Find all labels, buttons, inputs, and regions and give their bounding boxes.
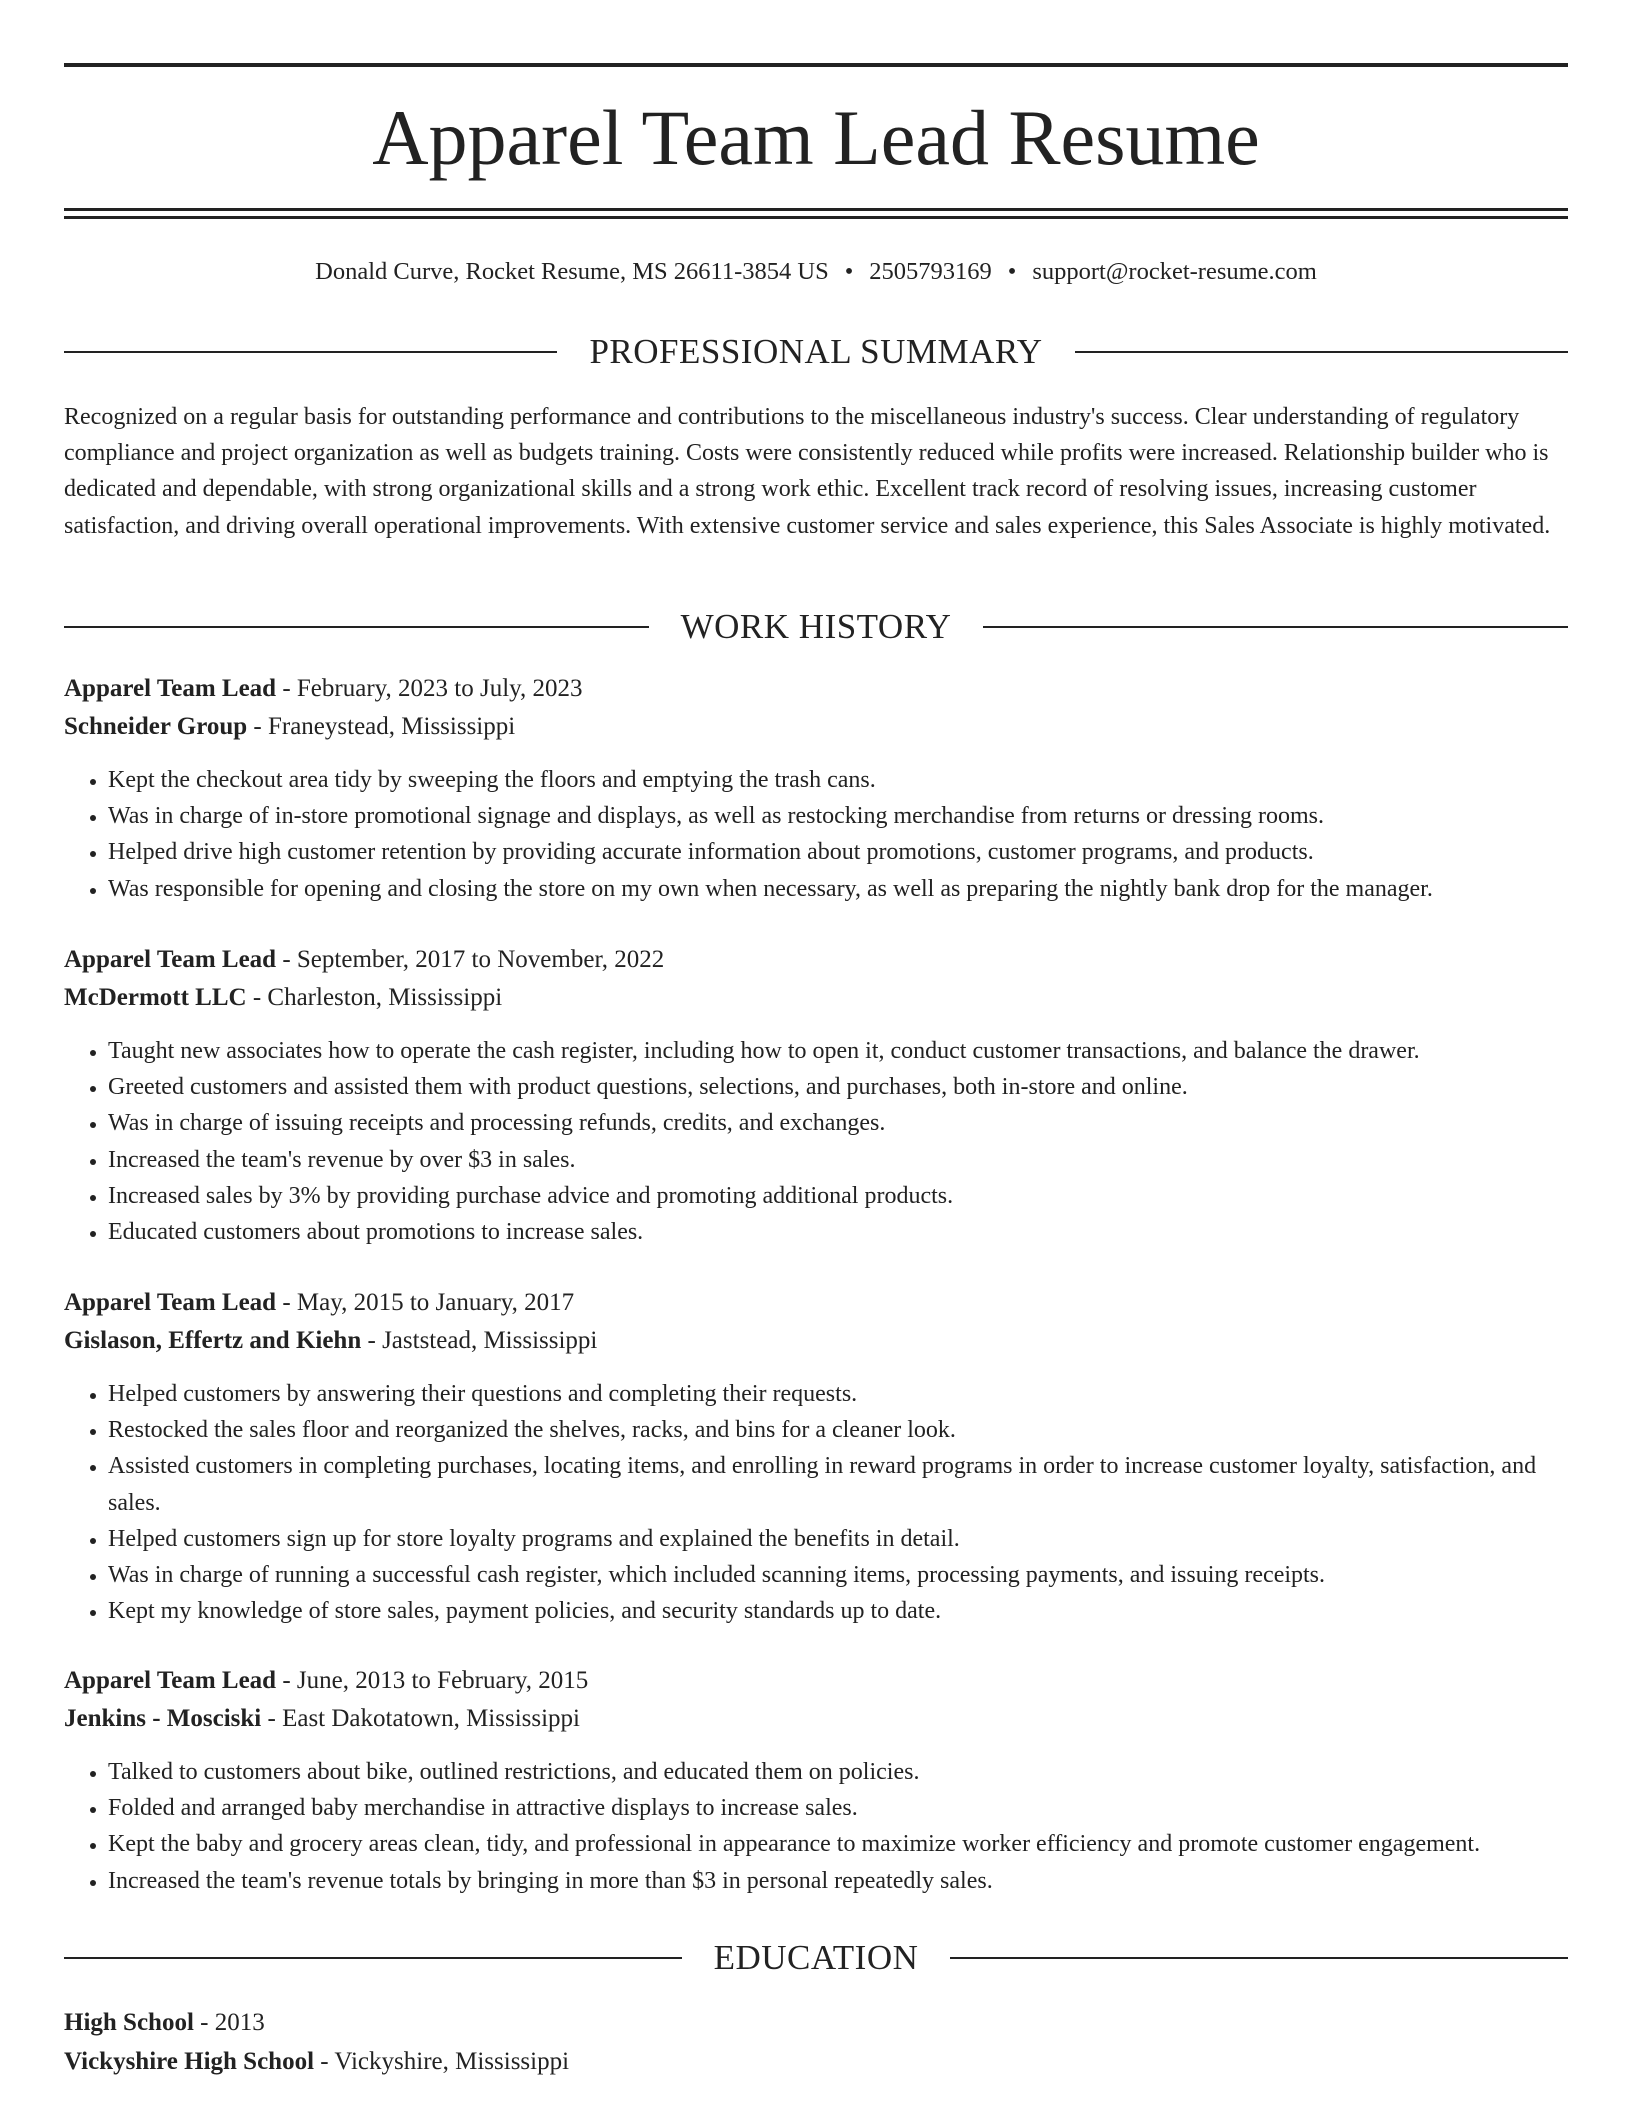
- section-title: PROFESSIONAL SUMMARY: [589, 332, 1043, 371]
- job-location: - Jaststead, Mississippi: [361, 1327, 598, 1354]
- section-rule-right: [1075, 351, 1568, 353]
- contact-separator: •: [844, 258, 854, 285]
- job-bullet: • Educated customers about promotions to increase sales.: [108, 1214, 1568, 1250]
- job-entry: [64, 1662, 1568, 1899]
- contact-email: support@rocket-resume.com: [1032, 258, 1317, 285]
- job-title-line: [64, 941, 1568, 979]
- education-school: Vickyshire High School: [64, 2048, 315, 2075]
- job-title: Apparel Team Lead: [64, 675, 277, 702]
- section-rule-right: [950, 1957, 1568, 1959]
- job-bullet: • Helped customers by answering their questions and completing their requests.: [108, 1376, 1568, 1412]
- job-company: Jenkins - Mosciski: [64, 1705, 262, 1732]
- job-company-line: [64, 979, 1568, 1017]
- job-dates: - February, 2023 to July, 2023: [276, 675, 583, 702]
- job-bullets: [64, 1033, 1568, 1250]
- job-company-line: [64, 708, 1568, 746]
- job-bullets: [64, 1754, 1568, 1899]
- job-bullet: • Helped drive high customer retention by providing accurate information about promotions, customer programs, and products.: [108, 834, 1568, 870]
- job-entry: [64, 1284, 1568, 1629]
- education-degree: High School: [64, 2009, 194, 2036]
- job-entry: [64, 670, 1568, 907]
- job-company: Schneider Group: [64, 713, 248, 740]
- contact-phone: 2505793169: [869, 258, 992, 285]
- section-heading-education: [64, 1936, 1568, 1980]
- section-rule-left: [64, 351, 557, 353]
- job-title-line: [64, 670, 1568, 708]
- job-location: - Charleston, Mississippi: [246, 984, 503, 1011]
- job-company-line: [64, 1700, 1568, 1738]
- job-title: Apparel Team Lead: [64, 1667, 277, 1694]
- education-location: - Vickyshire, Mississippi: [314, 2048, 570, 2075]
- job-location: - East Dakotatown, Mississippi: [261, 1705, 581, 1732]
- job-title-line: [64, 1662, 1568, 1700]
- education-degree-line: [64, 2003, 1568, 2042]
- title-double-rule-upper: [64, 208, 1568, 211]
- title-double-rule-lower: [64, 216, 1568, 219]
- job-bullets: [64, 1376, 1568, 1629]
- professional-summary-text: Recognized on a regular basis for outstanding performance and contributions to the miscellaneous industry's success. Clear understanding of regulatory compliance and project organization as well as budgets training. Costs were consistently reduced while profits were increased. Relationship builder who is dedicated and dependable, with strong organizational skills and a strong work ethic. Excellent track record of resolving issues, increasing customer satisfaction, and driving overall operational improvements. With extensive customer service and sales experience, this Sales Associate is highly motivated.: [64, 404, 1551, 539]
- section-title: WORK HISTORY: [680, 607, 952, 646]
- top-rule: [64, 63, 1568, 67]
- job-bullet: • Was in charge of in-store promotional signage and displays, as well as restocking merchandise from returns or dressing rooms.: [108, 798, 1568, 834]
- job-bullet: • Folded and arranged baby merchandise in attractive displays to increase sales.: [108, 1790, 1568, 1826]
- section-title: EDUCATION: [713, 1938, 919, 1977]
- contact-separator: •: [1007, 258, 1017, 285]
- job-title-line: [64, 1284, 1568, 1322]
- job-bullet: • Increased the team's revenue totals by bringing in more than $3 in personal repeatedly sales.: [108, 1863, 1568, 1899]
- job-dates: - May, 2015 to January, 2017: [276, 1289, 575, 1316]
- job-bullet: • Increased sales by 3% by providing purchase advice and promoting additional products.: [108, 1178, 1568, 1214]
- job-bullet: • Greeted customers and assisted them with product questions, selections, and purchases, both in-store and online.: [108, 1069, 1568, 1105]
- job-location: - Franeystead, Mississippi: [247, 713, 516, 740]
- education-school-line: [64, 2042, 1568, 2081]
- section-rule-left: [64, 626, 649, 628]
- job-bullet: • Assisted customers in completing purchases, locating items, and enrolling in reward programs in order to increase customer loyalty, satisfaction, and sales.: [108, 1448, 1568, 1520]
- job-company: McDermott LLC: [64, 984, 247, 1011]
- job-bullet: • Kept my knowledge of store sales, payment policies, and security standards up to date.: [108, 1593, 1568, 1629]
- contact-line: [64, 254, 1568, 290]
- job-title: Apparel Team Lead: [64, 946, 277, 973]
- job-company: Gislason, Effertz and Kiehn: [64, 1327, 362, 1354]
- job-title: Apparel Team Lead: [64, 1289, 277, 1316]
- job-bullet: • Taught new associates how to operate the cash register, including how to open it, conduct customer transactions, and balance the drawer.: [108, 1033, 1568, 1069]
- job-entry: [64, 941, 1568, 1250]
- job-bullet: • Increased the team's revenue by over $3 in sales.: [108, 1142, 1568, 1178]
- section-heading-work-history: [64, 605, 1568, 649]
- education-entry: [64, 2003, 1568, 2081]
- job-bullet: • Kept the baby and grocery areas clean, tidy, and professional in appearance to maximize worker efficiency and promote customer engagement.: [108, 1826, 1568, 1862]
- job-bullet: • Was responsible for opening and closing the store on my own when necessary, as well as preparing the nightly bank drop for the manager.: [108, 871, 1568, 907]
- contact-address: Donald Curve, Rocket Resume, MS 26611-3854 US: [315, 258, 829, 285]
- job-bullet: • Was in charge of issuing receipts and processing refunds, credits, and exchanges.: [108, 1105, 1568, 1141]
- job-bullet: • Kept the checkout area tidy by sweeping the floors and emptying the trash cans.: [108, 762, 1568, 798]
- job-bullet: • Talked to customers about bike, outlined restrictions, and educated them on policies.: [108, 1754, 1568, 1790]
- section-heading-summary: [64, 330, 1568, 374]
- job-bullet: • Was in charge of running a successful cash register, which included scanning items, processing payments, and issuing receipts.: [108, 1557, 1568, 1593]
- job-bullets: [64, 762, 1568, 907]
- section-rule-right: [983, 626, 1568, 628]
- job-bullet: • Helped customers sign up for store loyalty programs and explained the benefits in detail.: [108, 1521, 1568, 1557]
- job-dates: - June, 2013 to February, 2015: [276, 1667, 589, 1694]
- section-rule-left: [64, 1957, 682, 1959]
- resume-title: Apparel Team Lead Resume: [372, 94, 1260, 181]
- job-dates: - September, 2017 to November, 2022: [276, 946, 665, 973]
- job-company-line: [64, 1322, 1568, 1360]
- education-year: - 2013: [193, 2009, 265, 2036]
- job-bullet: • Restocked the sales floor and reorganized the shelves, racks, and bins for a cleaner look.: [108, 1412, 1568, 1448]
